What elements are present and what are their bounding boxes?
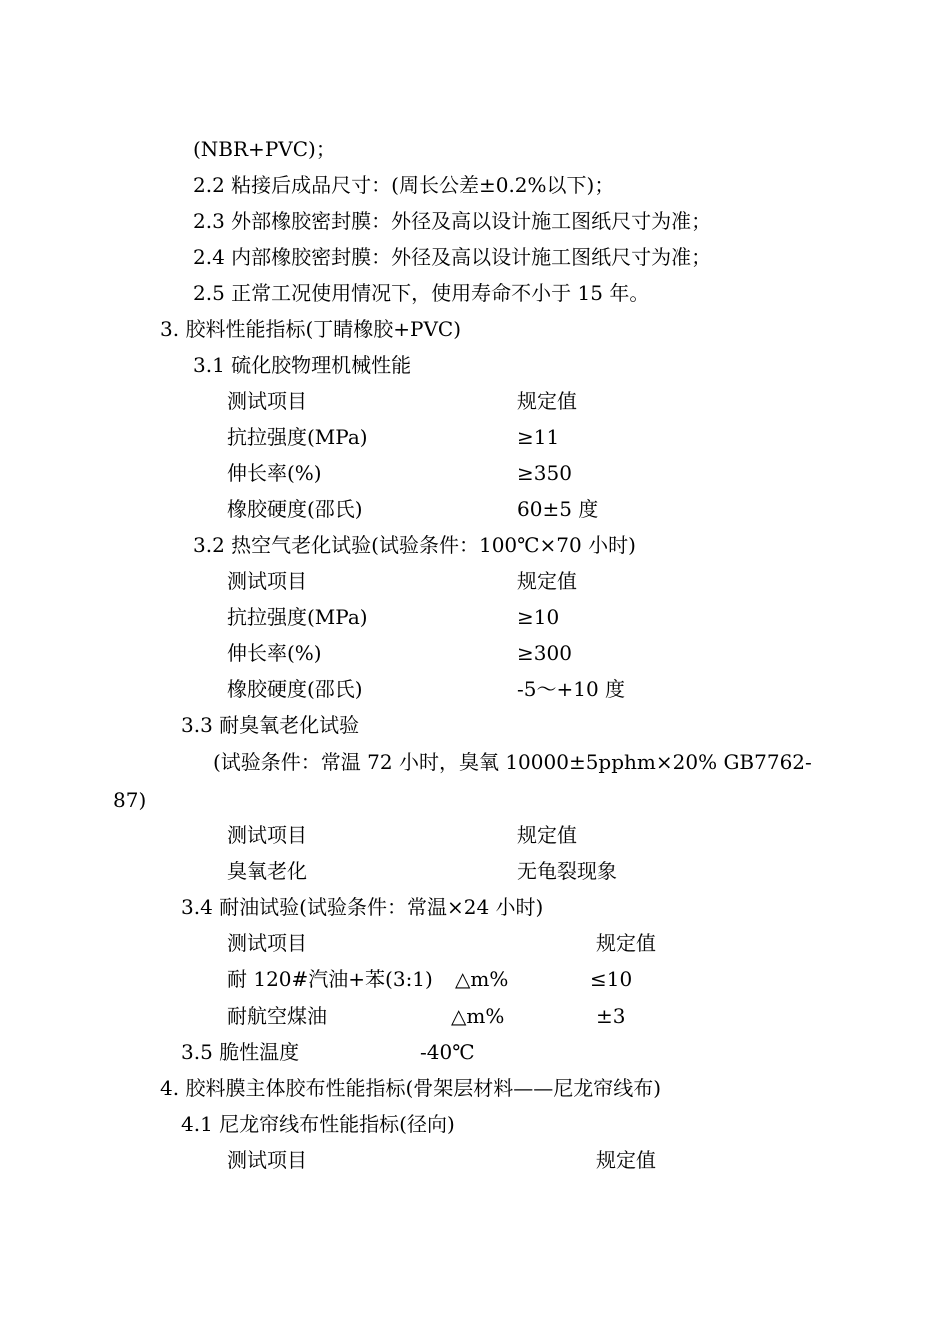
table-cell-value: -5～+10 度 <box>517 677 626 701</box>
table-cell-value: ±3 <box>596 1004 626 1028</box>
table-cell-value: 60±5 度 <box>517 497 599 521</box>
table-cell-value: ≥350 <box>517 461 572 485</box>
subsection-heading: 3.3 耐臭氧老化试验 <box>181 713 360 737</box>
table-cell-measure: △m% <box>451 1004 505 1028</box>
subsection-heading: 3.2 热空气老化试验(试验条件：100℃×70 小时) <box>193 533 636 557</box>
text-line: (NBR+PVC)； <box>193 137 336 161</box>
table-header-value: 规定值 <box>596 931 656 955</box>
table-cell-item: 抗拉强度(MPa) <box>227 605 368 629</box>
table-cell-value: ≥300 <box>517 641 572 665</box>
table-cell-item: 抗拉强度(MPa) <box>227 425 368 449</box>
table-cell-value: 无龟裂现象 <box>517 859 617 883</box>
text-line: 2.2 粘接后成品尺寸：(周长公差±0.2%以下)； <box>193 173 615 197</box>
table-cell-item: 伸长率(%) <box>227 461 322 485</box>
brittle-label: 3.5 脆性温度 <box>181 1040 300 1064</box>
subsection-heading: 3.4 耐油试验(试验条件：常温×24 小时) <box>181 895 544 919</box>
table-header-value: 规定值 <box>517 389 577 413</box>
table-cell-value: ≥10 <box>517 605 560 629</box>
subsection-heading: 3.1 硫化胶物理机械性能 <box>193 353 412 377</box>
table-cell-value: ≥11 <box>517 425 560 449</box>
table-header-item: 测试项目 <box>227 931 307 955</box>
table-cell-item: 伸长率(%) <box>227 641 322 665</box>
text-line: (试验条件：常温 72 小时，臭氧 10000±5pphm×20% GB7762- <box>213 750 812 774</box>
table-header-value: 规定值 <box>517 823 577 847</box>
table-header-value: 规定值 <box>596 1148 656 1172</box>
text-line: 2.4 内部橡胶密封膜：外径及高以设计施工图纸尺寸为准； <box>193 245 712 269</box>
subsection-heading: 4.1 尼龙帘线布性能指标(径向) <box>181 1112 455 1136</box>
table-cell-item: 耐 120#汽油+苯(3:1) <box>227 967 433 991</box>
brittle-value: -40℃ <box>420 1040 475 1064</box>
table-header-item: 测试项目 <box>227 569 307 593</box>
table-cell-item: 橡胶硬度(邵氏) <box>227 497 363 521</box>
table-header-item: 测试项目 <box>227 1148 307 1172</box>
table-cell-measure: △m% <box>455 967 509 991</box>
table-cell-item: 橡胶硬度(邵氏) <box>227 677 363 701</box>
table-cell-item: 耐航空煤油 <box>227 1004 327 1028</box>
section-heading: 3. 胶料性能指标(丁睛橡胶+PVC) <box>160 317 462 341</box>
table-header-item: 测试项目 <box>227 823 307 847</box>
text-line: 2.3 外部橡胶密封膜：外径及高以设计施工图纸尺寸为准； <box>193 209 712 233</box>
text-line: 87) <box>113 788 147 812</box>
section-heading: 4. 胶料膜主体胶布性能指标(骨架层材料——尼龙帘线布) <box>160 1076 662 1100</box>
table-header-value: 规定值 <box>517 569 577 593</box>
table-cell-value: ≤10 <box>590 967 633 991</box>
table-header-item: 测试项目 <box>227 389 307 413</box>
text-line: 2.5 正常工况使用情况下，使用寿命不小于 15 年。 <box>193 281 650 305</box>
table-cell-item: 臭氧老化 <box>227 859 307 883</box>
